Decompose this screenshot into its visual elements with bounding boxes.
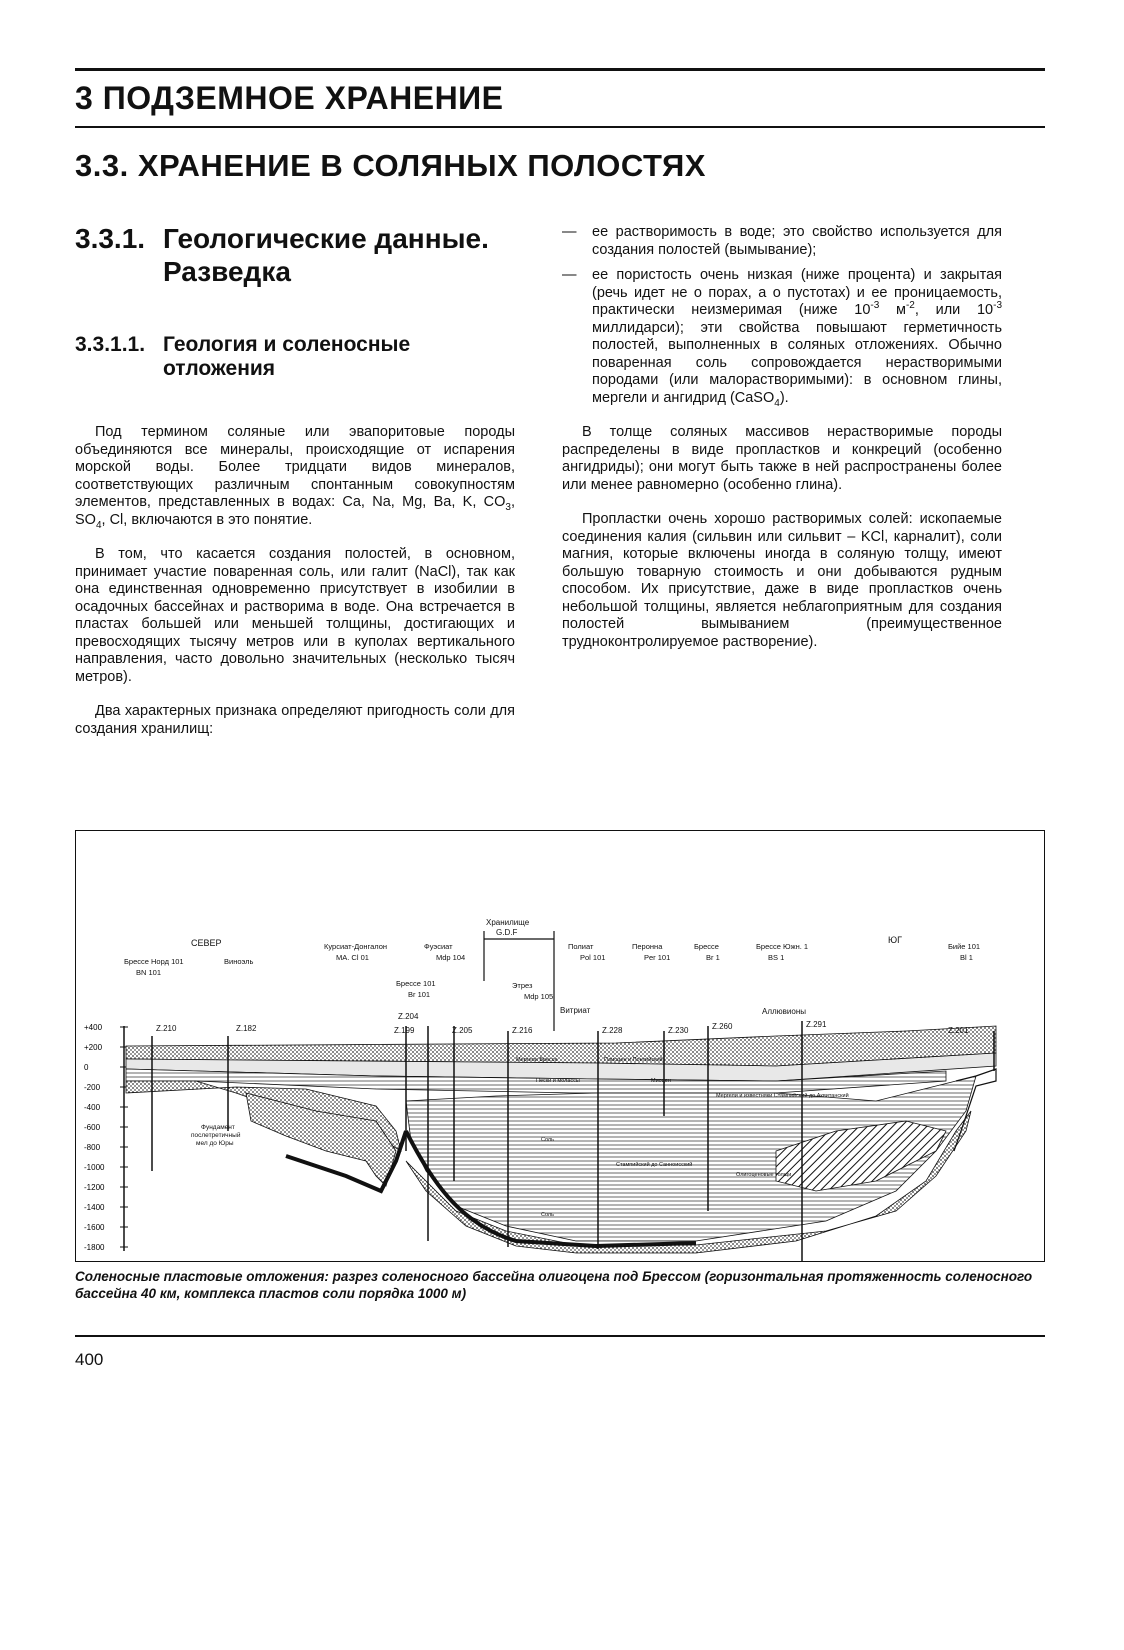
vitriat-label: Витриат [560,1006,591,1015]
unit-stamp: Стампийский до Санноисский [616,1162,693,1168]
chapter-heading: 3 ПОДЗЕМНОЕ ХРАНЕНИЕ [75,80,504,116]
well-label-line1: Полиат [568,942,594,951]
dash-item-1: — ее растворимость в воде; это свойство используется для создания полостей (вымывание); [562,224,1002,258]
unit-sands: Пески и молассы [536,1078,580,1084]
well-label-line2: MA. Cl 01 [336,953,369,962]
z-label: Z.260 [712,1022,733,1031]
basement-line1: Фундамент [201,1124,235,1131]
unit-miocene: Миоцен [651,1078,671,1084]
figure-frame [75,830,1045,1262]
unit-marls: Мергели Брессе [516,1057,558,1063]
south-label: ЮГ [888,935,902,945]
north-label: СЕВЕР [191,938,222,948]
well-label-line2: Bl 1 [960,953,973,962]
basement-line3: мел до Юры [196,1140,234,1147]
unit-pliocene: Плиоцен и Понтийский [604,1057,663,1063]
alluvium-label: Аллювионы [762,1007,807,1016]
well-label-line2: Br 101 [408,990,431,999]
subsection-line1: Геологические данные. [163,223,489,254]
well-label-line1: Брессе [694,942,719,951]
left-paragraph-2: В том, что касается создания полостей, в основном, принимает участие поваренная соль, или галит (NaCl), так как она единственная одновременно присутствует в изобилии в осадочных бассейнах и растворима в воде. Она встречается в пластах большей или меньшей толщины, достигающих и превосходящих тысячу метров или в куполах вертикального направления, часто довольно значительных (несколько тысяч метров). [75,546,515,685]
z-label: Z.291 [806,1020,827,1029]
z-label: Z.201 [948,1026,969,1035]
section-heading: 3.3. ХРАНЕНИЕ В СОЛЯНЫХ ПОЛОСТЯХ [75,148,706,183]
well-label-line2: Mdp 104 [436,953,466,962]
right-column [562,224,1002,668]
dash-item-2: — ее пористость очень низкая (ниже процента) и закрытая (речь идет не о порах, а о пустотах) и ее проницаемость, практически неизмеримая (ниже $10^{-3}$ $м^{-2}$, или $10^{-3}$ миллидарси); эти свойства повышают герметичность полостей, выполненных в соляных отложениях. Обычно поваренная соль сопровождается нерастворимыми породами (или малорастворимыми): в основном глины, мергели и ангидрид (CaSO$_4$). [562,267,1003,409]
storage-line2: G.D.F [496,928,518,937]
well-label-line2: Per 101 [644,953,671,962]
well-label-line1: Курсиат-Донгалон [324,942,388,951]
axis-tick-label: -1200 [84,1183,105,1192]
axis-tick-label: -1000 [84,1163,105,1172]
well-label-line1: Брессе Южн. 1 [756,942,809,951]
storage-line1: Хранилище [486,918,530,927]
footer-rule [75,1335,1045,1337]
z-label: Z.230 [668,1026,689,1035]
chapter-rule [75,126,1045,128]
axis-tick-label: -400 [84,1103,101,1112]
unit-marl-limestone: Мергели и известняки Стампийский до Аквитанский [716,1093,849,1099]
well-labels [124,942,980,1001]
z-label: Z.199 [394,1026,415,1035]
well-label-line2: BS 1 [768,953,785,962]
well-label-line2: Pol 101 [580,953,606,962]
left-paragraph-3: Два характерных признака определяют пригодность соли для создания хранилищ: [75,703,515,737]
basement-line2: послетретичный [191,1132,241,1139]
well-label-line1: Фуэсиат [424,942,453,951]
z-label: Z.210 [156,1024,177,1033]
axis-tick-label: 0 [84,1063,89,1072]
axis-tick-label: -800 [84,1143,101,1152]
z-label: Z.216 [512,1026,533,1035]
z-label: Z.204 [398,1012,419,1021]
axis-tick-label: +400 [84,1023,103,1032]
axis-tick-label: -1400 [84,1203,105,1212]
top-rule [75,68,1045,71]
subsubsection-heading [75,333,410,381]
well-label-line1: Бийе 101 [948,942,981,951]
subsection-heading [75,222,489,288]
right-paragraph-1: В толще соляных массивов нерастворимые породы распределены в виде пропластков и конкреций (особенно ангидриды); они могут быть также в ней распространены более или менее равномерно (особенно глина). [562,424,1002,493]
well-label-line1: Брессе 101 [396,979,436,988]
right-paragraph-2: Пропластки очень хорошо растворимых солей: ископаемые соединения калия (сильвин или сильвит – KCl, карналит), соли магния, которые включены иногда в соляную толщу, имеют большую товарную стоимость и они добываются рудным способом. Их присутствие, даже в виде пропластков очень небольшой толщины, является неблагоприятным для создания полостей вымыванием (преимущественное трудноконтролируемое растворение). [562,511,1002,650]
well-label-line1: Этрез [512,981,533,990]
z-label: Z.228 [602,1026,623,1035]
axis-tick-label: -1600 [84,1223,105,1232]
well-label-line2: Br 1 [706,953,720,962]
subsubsection-line1: Геология и соленосные [163,333,411,356]
unit-oligo: Олигоценовые толщи [736,1172,792,1178]
well-label-line2: BN 101 [136,968,162,977]
subsection-number: 3.3.1. [75,223,146,254]
z-label: Z.205 [452,1026,473,1035]
well-label-line1: Виноэль [224,957,254,966]
depth-axis-ticks [84,1023,128,1252]
axis-tick-label: -1800 [84,1243,105,1252]
left-column [75,424,515,755]
axis-tick-label: +200 [84,1043,103,1052]
axis-tick-label: -600 [84,1123,101,1132]
well-label-line1: Брессе Норд 101 [124,957,184,966]
left-paragraph-1: Под термином соляные или эвапоритовые породы объединяются все минералы, происходящие от испарения морской воды. Более тридцати видов минералов, соответствующих различным спонтанным совокупностям элементов, представленных в водах: Ca, Na, Mg, Ba, K, $CO_3$, $SO_4$, Cl, включаются в это понятие. [75,424,515,531]
z-labels [156,1012,969,1035]
figure-caption: Соленосные пластовые отложения: разрез соленосного бассейна олигоцена под Брессом (горизонтальная протяженность соленосного бассейна 40 км, комплекса пластов соли порядка 1000 м) [75,1269,1033,1301]
geological-cross-section [76,831,1044,1261]
well-label-line2: Mdp 105 [524,992,554,1001]
subsection-line2: Разведка [163,256,291,287]
z-label: Z.182 [236,1024,257,1033]
unit-salt-2: Соль [541,1212,554,1218]
axis-tick-label: -200 [84,1083,101,1092]
subsubsection-line2: отложения [163,357,276,380]
unit-salt-1: Соль [541,1137,554,1143]
well-label-line1: Перонна [632,942,663,951]
subsubsection-number: 3.3.1.1. [75,333,146,356]
page-number: 400 [75,1350,104,1369]
